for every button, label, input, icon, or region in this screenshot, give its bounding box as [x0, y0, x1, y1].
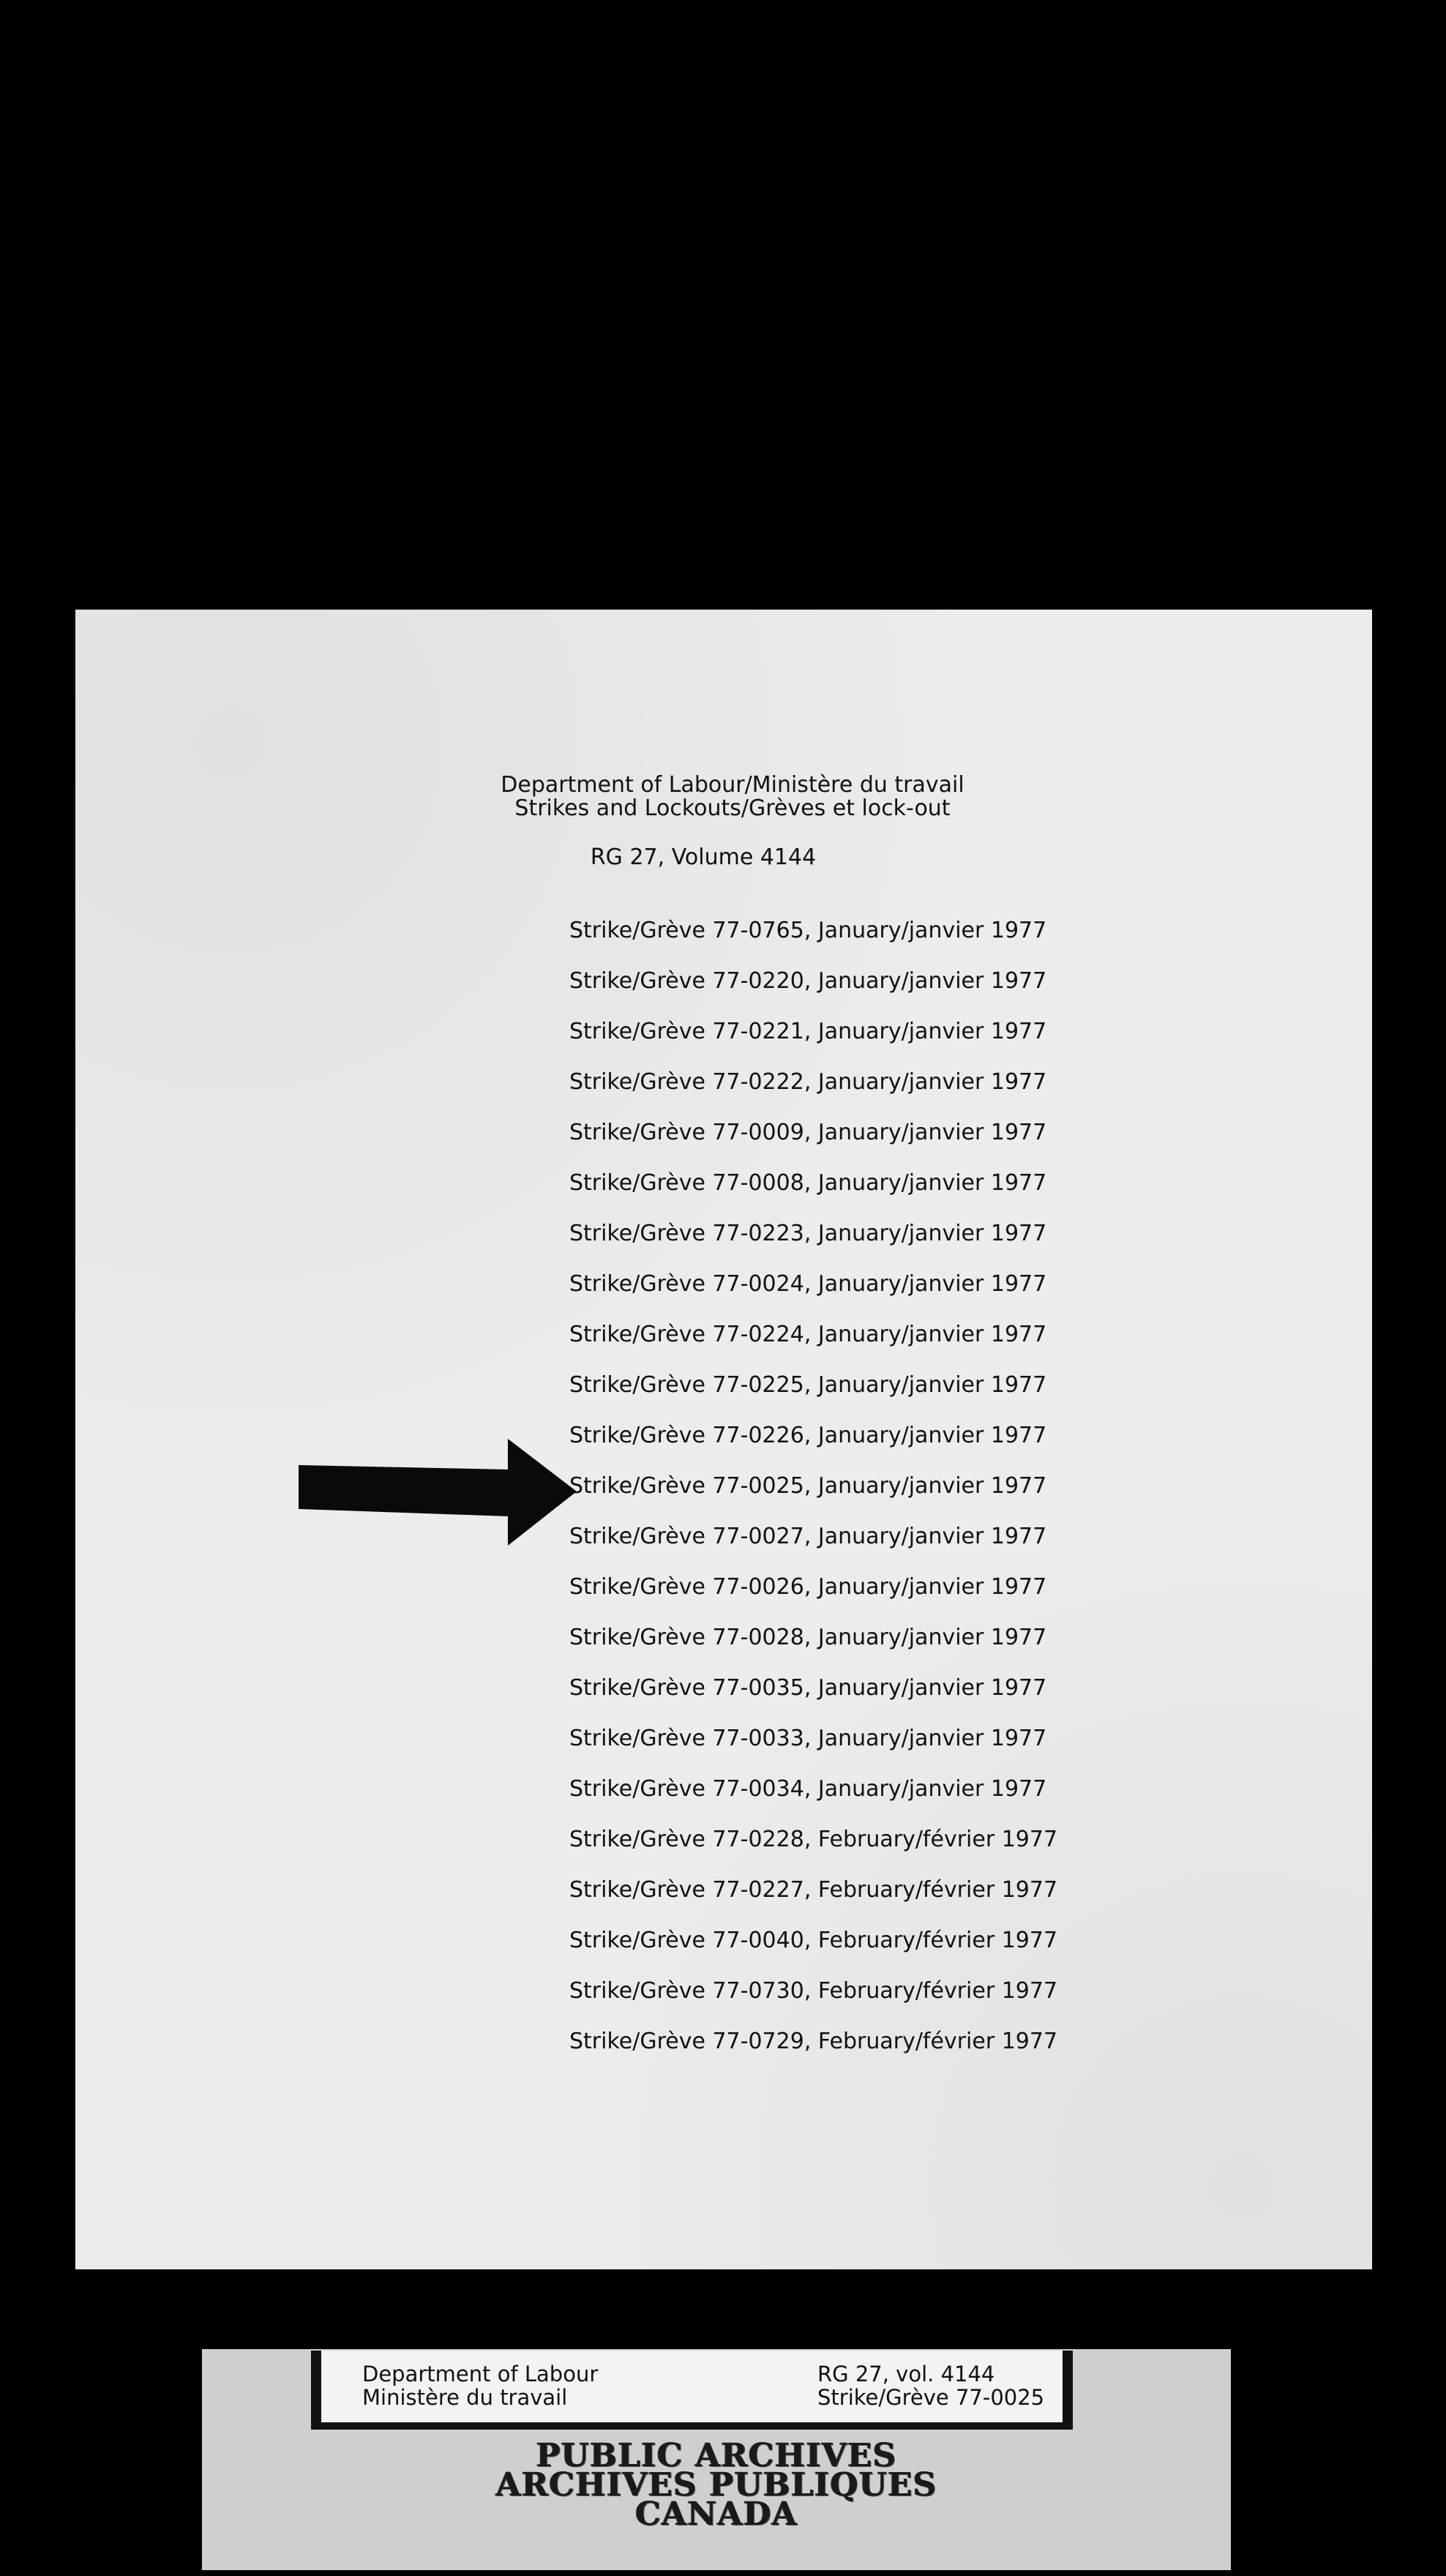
strike-entry-highlighted: Strike/Grève 77-0025, January/janvier 1977	[569, 1473, 1047, 1499]
strike-entry: Strike/Grève 77-0024, January/janvier 1977	[569, 1271, 1047, 1297]
strike-entry: Strike/Grève 77-0729, February/février 1977	[569, 2029, 1058, 2054]
stamp-line-3: CANADA	[635, 2496, 798, 2533]
stamp-line-1: PUBLIC ARCHIVES	[536, 2437, 897, 2474]
strike-entry: Strike/Grève 77-0028, January/janvier 1977	[569, 1625, 1047, 1650]
strike-entry: Strike/Grève 77-0026, January/janvier 1977	[569, 1574, 1047, 1600]
slip-volume: RG 27, vol. 4144	[817, 2362, 995, 2386]
header-department: Department of Labour/Ministère du travail	[501, 772, 964, 798]
strike-entry: Strike/Grève 77-0033, January/janvier 1977	[569, 1726, 1047, 1751]
strike-entry: Strike/Grève 77-0220, January/janvier 1977	[569, 968, 1047, 994]
strike-entry: Strike/Grève 77-0226, January/janvier 1977	[569, 1423, 1047, 1448]
strike-entry: Strike/Grève 77-0223, January/janvier 1977	[569, 1221, 1047, 1246]
header-series: Strikes and Lockouts/Grèves et lock-out	[514, 795, 951, 821]
stamp-line-2: ARCHIVES PUBLIQUES	[495, 2466, 937, 2504]
strike-entry: Strike/Grève 77-0224, January/janvier 1977	[569, 1322, 1047, 1347]
strike-entry: Strike/Grève 77-0027, January/janvier 1977	[569, 1524, 1047, 1549]
strike-entry: Strike/Grève 77-0221, January/janvier 1977	[569, 1019, 1047, 1044]
strike-entry: Strike/Grève 77-0225, January/janvier 1977	[569, 1372, 1047, 1398]
public-archives-stamp	[202, 2437, 1231, 2533]
archive-slip	[202, 2349, 1231, 2570]
strike-entry: Strike/Grève 77-0228, February/février 1977	[569, 1827, 1058, 1852]
slip-department-en: Department of Labour	[362, 2362, 599, 2386]
slip-strike-number: Strike/Grève 77-0025	[817, 2385, 1045, 2410]
strike-entry: Strike/Grève 77-0009, January/janvier 1977	[569, 1120, 1047, 1145]
strike-entry: Strike/Grève 77-0227, February/février 1977	[569, 1877, 1058, 1903]
reference-card	[311, 2351, 1073, 2430]
strike-entry: Strike/Grève 77-0040, February/février 1977	[569, 1928, 1058, 1953]
strike-entry: Strike/Grève 77-0034, January/janvier 1977	[569, 1776, 1047, 1802]
strike-entry: Strike/Grève 77-0765, January/janvier 1977	[569, 918, 1047, 943]
header-volume: RG 27, Volume 4144	[590, 845, 817, 870]
strike-entry: Strike/Grève 77-0035, January/janvier 1977	[569, 1675, 1047, 1701]
strike-entry: Strike/Grève 77-0008, January/janvier 1977	[569, 1170, 1047, 1196]
strike-entry: Strike/Grève 77-0222, January/janvier 1977	[569, 1069, 1047, 1095]
slip-department-fr: Ministère du travail	[362, 2385, 568, 2410]
strike-list	[569, 918, 1228, 2079]
document-page	[75, 610, 1372, 2269]
strike-entry: Strike/Grève 77-0730, February/février 1977	[569, 1978, 1058, 2004]
arrow-right-icon	[299, 1439, 577, 1546]
